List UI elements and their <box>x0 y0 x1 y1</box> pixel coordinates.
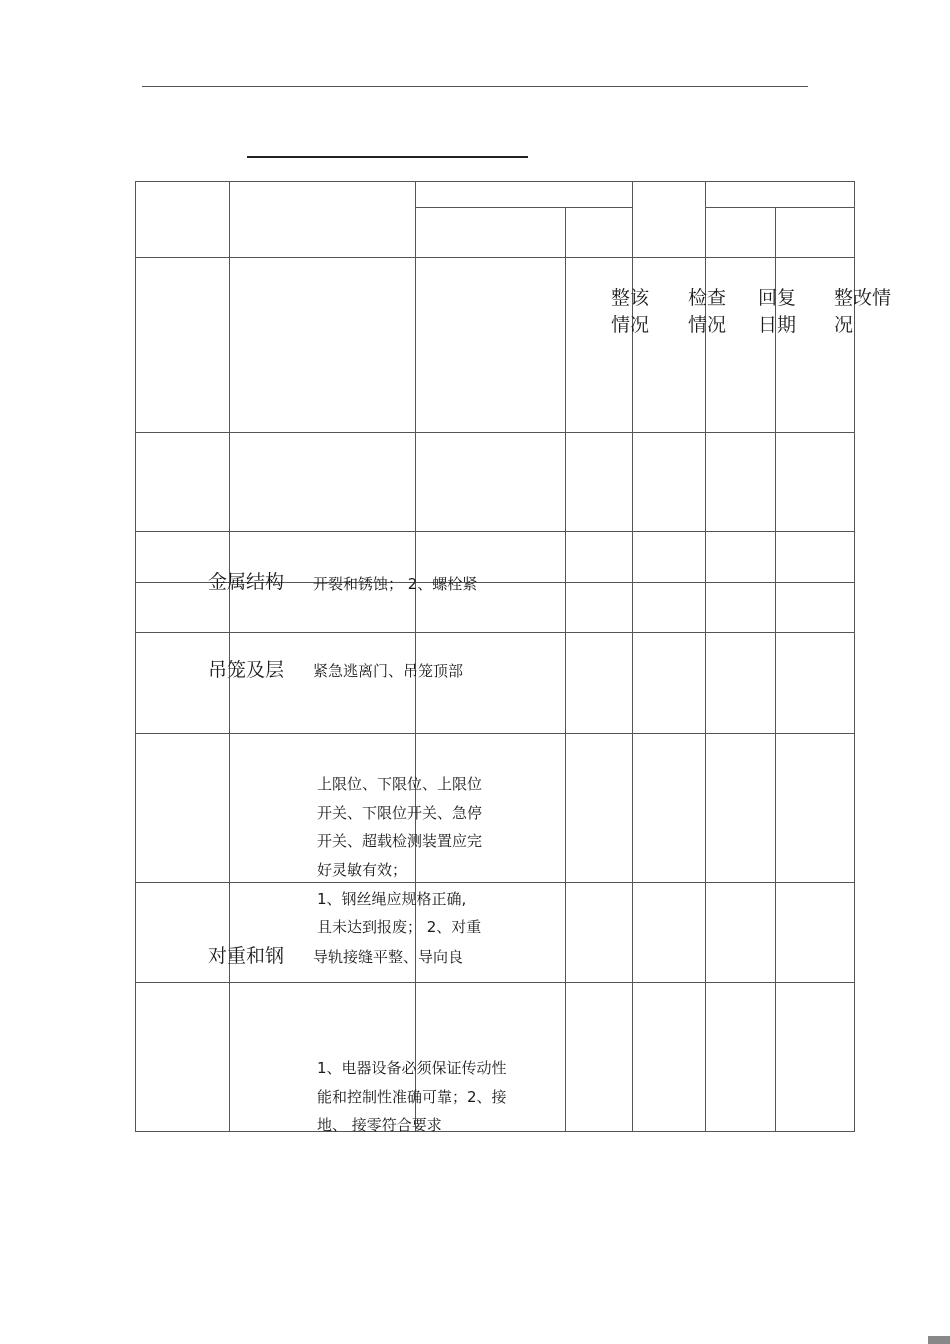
page-corner-mark <box>928 1336 950 1344</box>
item-wire-rope-line3: 导轨接缝平整、导向良 <box>313 948 464 966</box>
category-cage-and-floor: 吊笼及层 <box>208 659 285 681</box>
item-electrical-desc: 1、电器设备必须保证传动性能和控制性准确可靠；2、接地、 接零符合要求 <box>317 1059 507 1134</box>
header-reply-date: 回复 日期 <box>758 287 797 336</box>
category-metal-structure: 金属结构 <box>208 571 285 593</box>
header-rectification-status: 整该 情况 <box>611 287 650 336</box>
title-underline <box>247 156 528 158</box>
header-rule <box>142 86 808 87</box>
item-wire-rope-line1: 1、钢丝绳应规格正确, <box>317 890 467 908</box>
item-cage-desc: 紧急逃离门、吊笼顶部 <box>313 662 464 680</box>
item-limit-switch-desc: 上限位、下限位、上限位开关、下限位开关、急停开关、超载检测装置应完好灵敏有效； <box>317 775 483 879</box>
item-wire-rope-line2: 且未达到报废； 2、对重 <box>317 918 482 936</box>
category-counterweight: 对重和钢 <box>208 945 285 967</box>
header-check-status: 检查 情况 <box>688 287 727 336</box>
header-rectify-status: 整改情 况 <box>834 287 892 336</box>
item-metal-structure-desc: 开裂和锈蚀； 2、螺栓紧 <box>313 575 478 593</box>
